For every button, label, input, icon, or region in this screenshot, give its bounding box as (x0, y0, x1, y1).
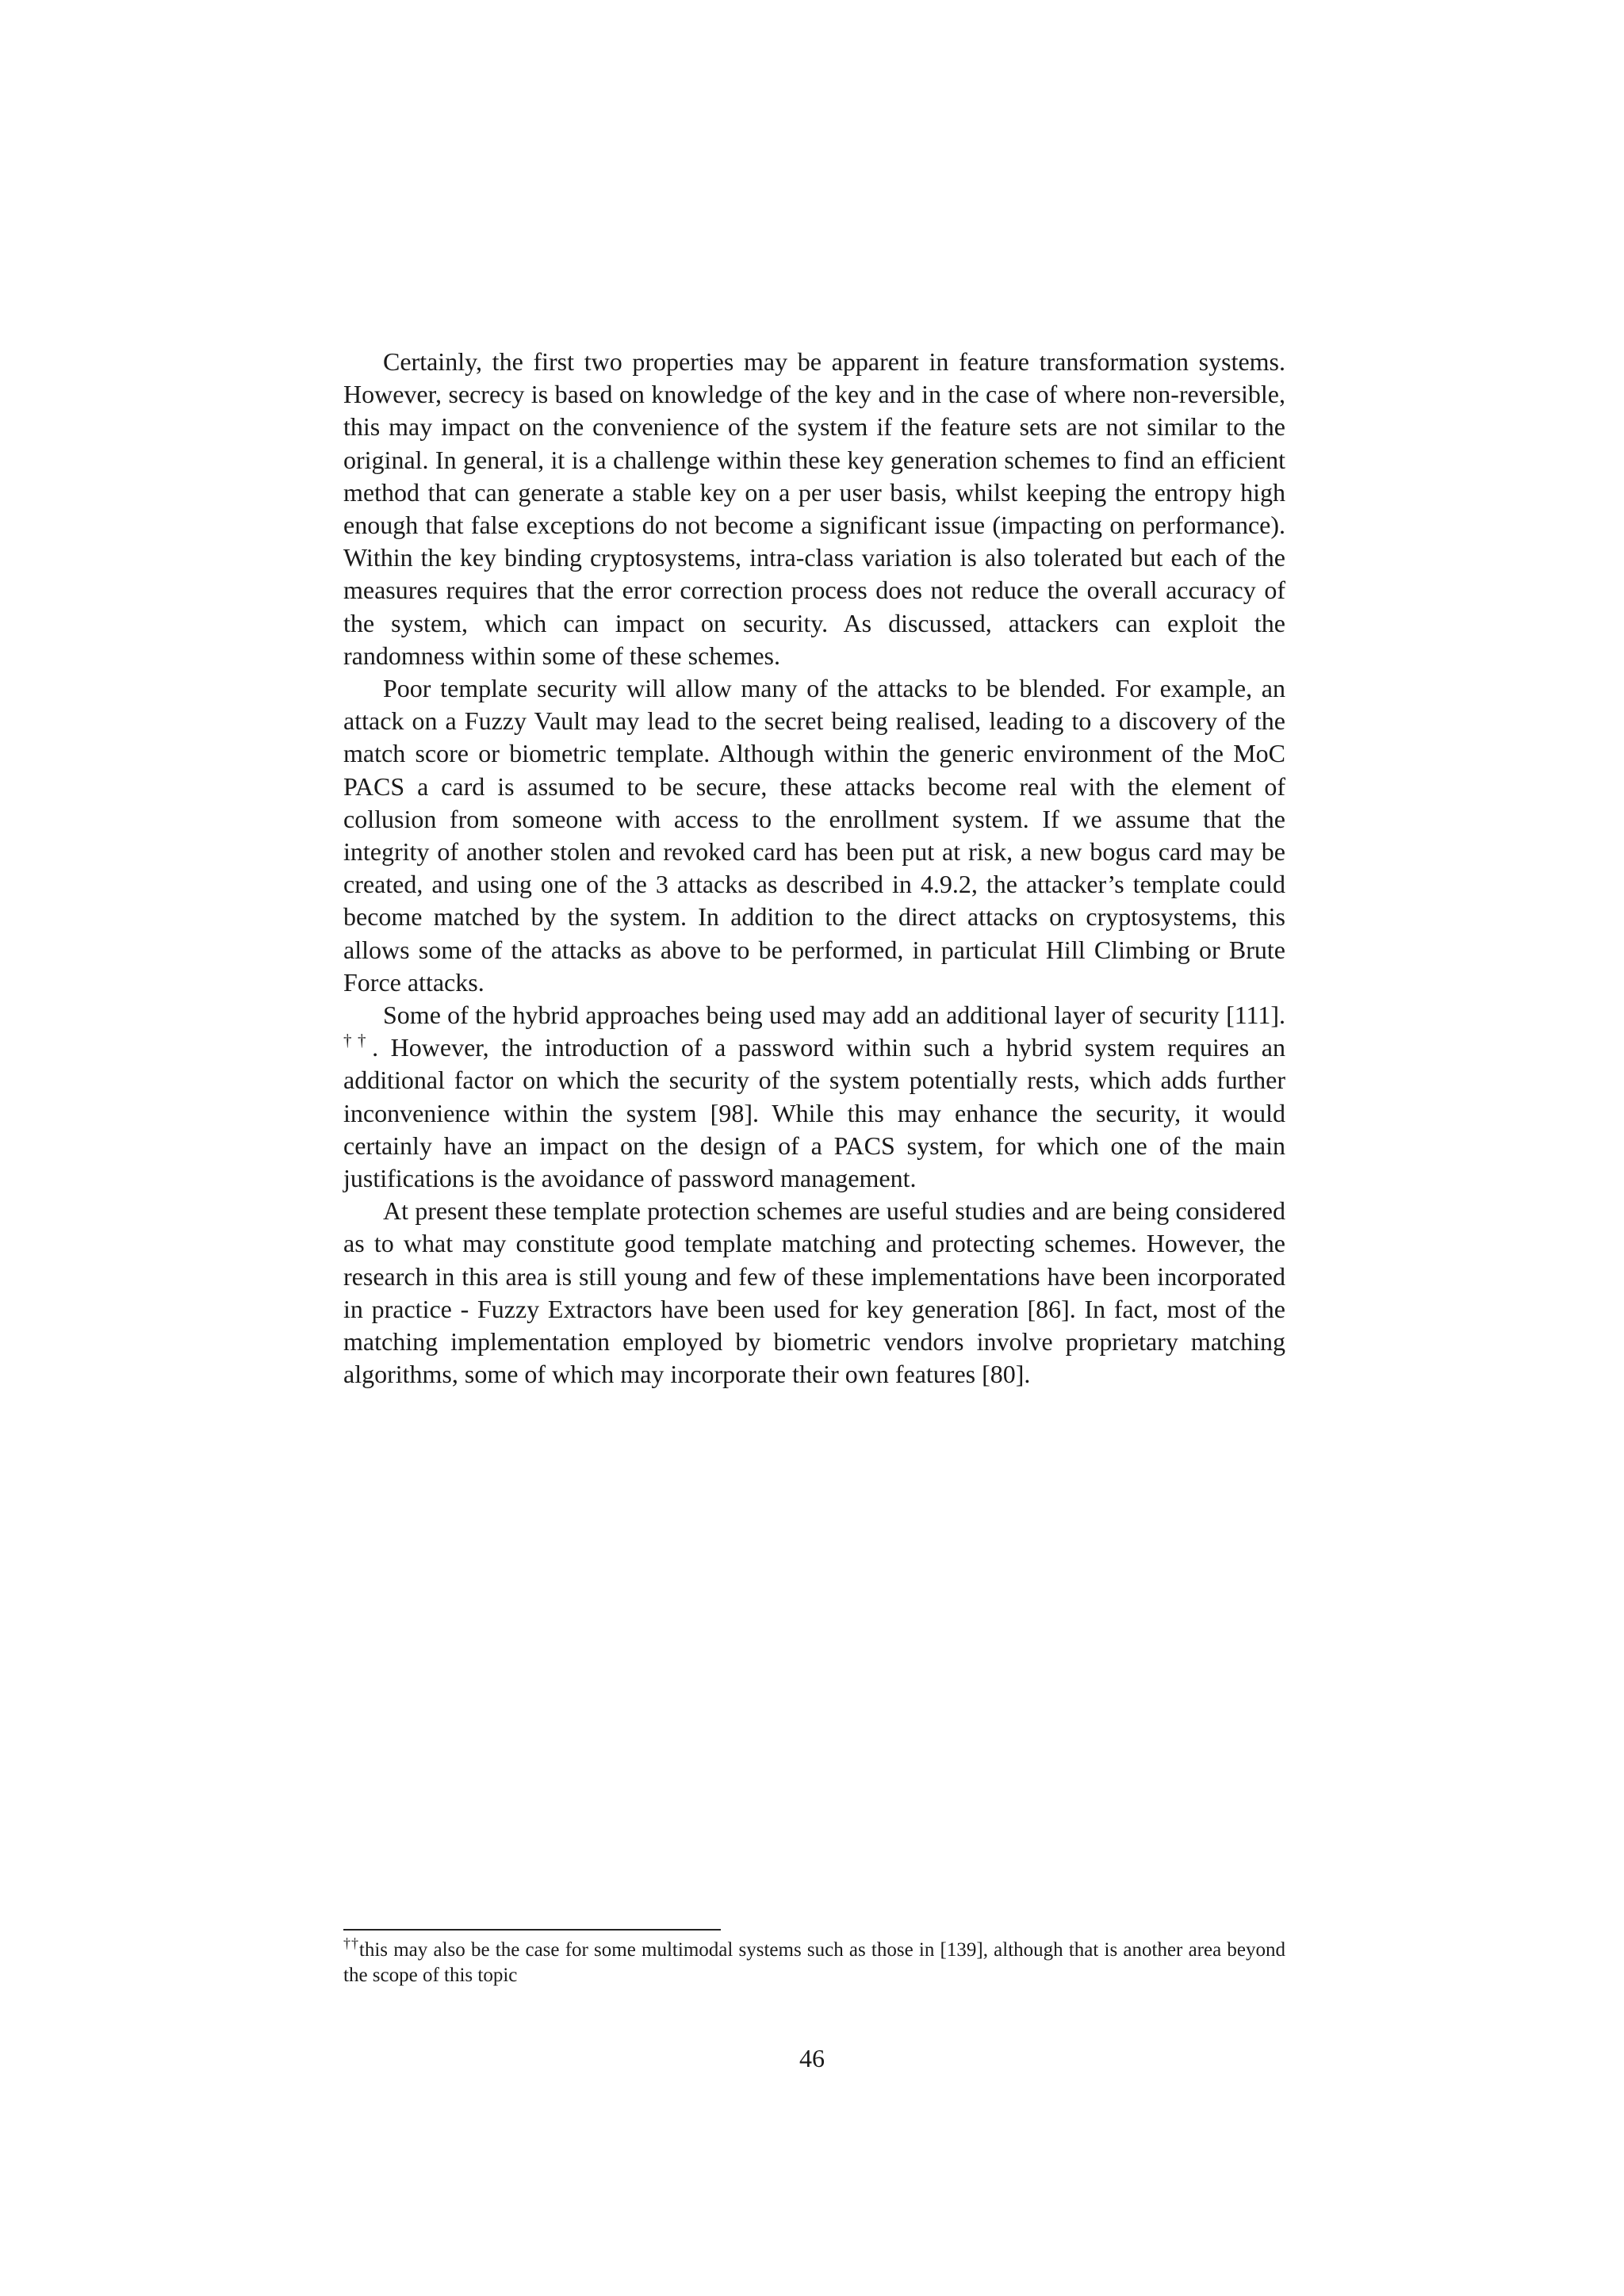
paragraph-2: Poor template security will allow many of the attacks to be blended. For example, an attack on a Fuzzy Vault may lead to the secret being realised, leading to a discovery of the match score or biometric template. Although within the generic environment of the MoC PACS a card is assumed to be secure, these attacks become real with the element of collusion from someone with access to the enrollment system. If we assume that the integrity of another stolen and revoked card has been put at risk, a new bogus card may be created, and using one of the 3 attacks as described in 4.9.2, the attacker’s template could become matched by the system. In addition to the direct attacks on cryptosystems, this allows some of the attacks as above to be performed, in particulat Hill Climbing or Brute Force attacks. (343, 674, 1285, 997)
footnote-reference: †† (343, 1031, 373, 1050)
paragraph-3-part-2: . However, the introduction of a password within such a hybrid system requires an additional factor on which the security of the system potentially rests, which adds further inconvenience within the system [98]. While this may enhance the security, it would certainly have an impact on the design of a PACS system, for which one of the main justifications is the avoidance of password management. (343, 1033, 1286, 1193)
footnote-mark: †† (343, 1935, 359, 1951)
paragraph-4: At present these template protection schemes are useful studies and are being considered as to what may constitute good template matching and protecting schemes. However, the research in this area is still young and few of these implementations have been incorporated in practice - Fuzzy Extractors have been used for key generation [86]. In fact, most of the matching implementation employed by biometric vendors involve proprietary matching algorithms, some of which may incorporate their own features [80]. (343, 1196, 1285, 1389)
footnote-text: this may also be the case for some multimodal systems such as those in [139], although that is another area beyond the scope of this topic (343, 1939, 1285, 1986)
paragraph-3-part-1: Some of the hybrid approaches being used may add an additional layer of security [111]. (383, 1001, 1285, 1030)
body-text (343, 346, 1285, 1391)
footnote (343, 1935, 1285, 1988)
paragraph-1: Certainly, the first two properties may be apparent in feature transformation systems. However, secrecy is based on knowledge of the key and in the case of where non-reversible, this may impact on the convenience of the system if the feature sets are not similar to the original. In general, it is a challenge within these key generation schemes to find an efficient method that can generate a stable key on a per user basis, whilst keeping the entropy high enough that false exceptions do not become a significant issue (impacting on performance). Within the key binding cryptosystems, intra-class variation is also tolerated but each of the measures requires that the error correction process does not reduce the overall accuracy of the system, which can impact on security. As discussed, attackers can exploit the randomness within some of these schemes. (343, 347, 1285, 670)
page-number: 46 (799, 2044, 825, 2072)
footnote-rule (343, 1929, 721, 1931)
paragraph-3 (343, 999, 1285, 1195)
